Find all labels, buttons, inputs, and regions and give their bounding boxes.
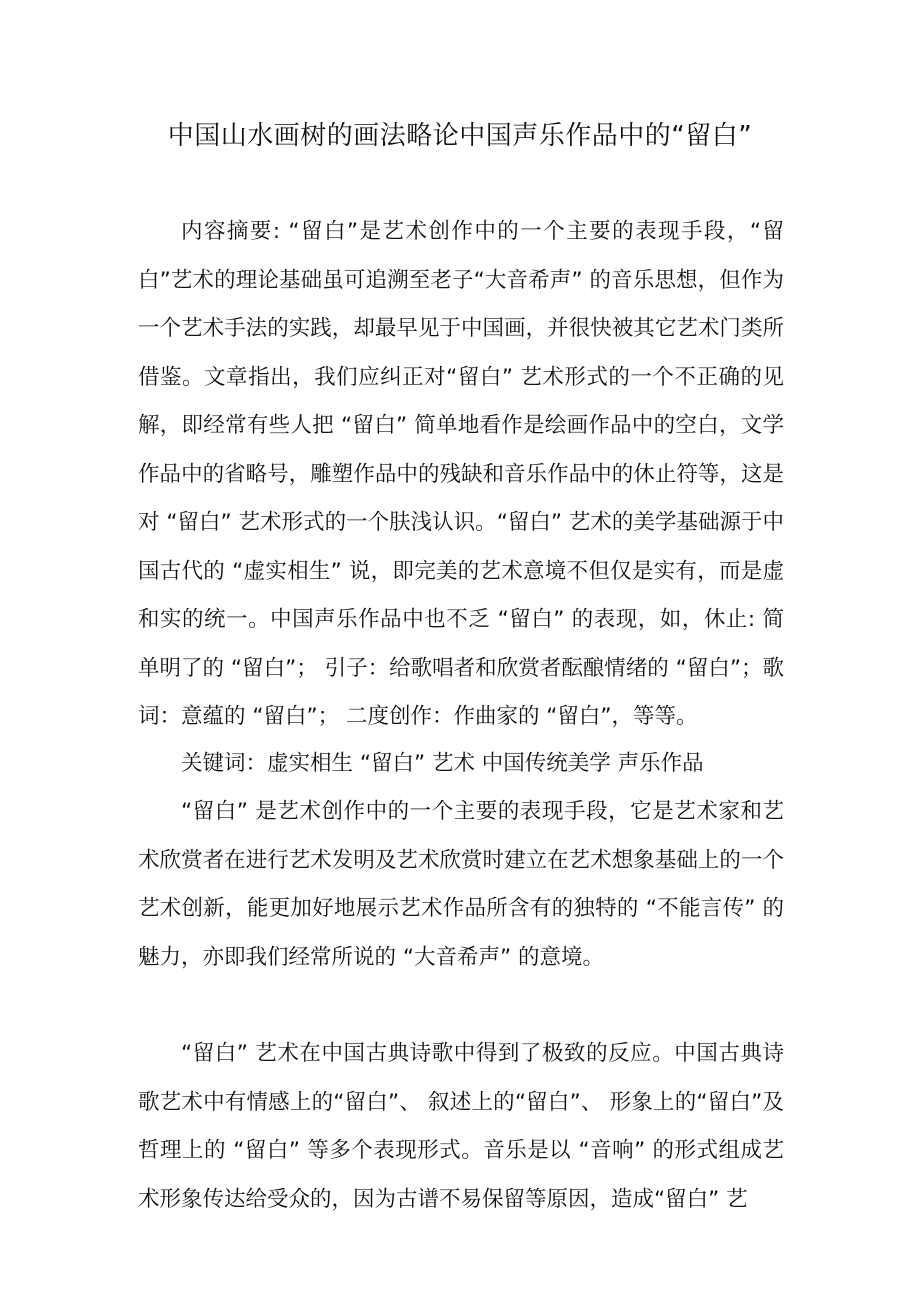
abstract-paragraph: 内容摘要: “留白”是艺术创作中的一个主要的表现手段，“留白”艺术的理论基础虽可追溯至老子“大音希声” 的音乐思想，但作为一个艺术手法的实践，却最早见于中国画，并很快被其它艺术门类所借鉴。文章指出，我们应纠正对“留白” 艺术形式的一个不正确的见解，即经常有些人把 “留白” 简单地看作是绘画作品中的空白，文学作品中的省略号，雕塑作品中的残缺和音乐作品中的休止符等，这是对 “留白” 艺术形式的一个肤浅认识。“留白” 艺术的美学基础源于中国古代的 “虚实相生” 说，即完美的艺术意境不但仅是实有，而是虚和实的统一。中国声乐作品中也不乏 “留白” 的表现，如，休止: 简单明了的 “留白”； 引子：给歌唱者和欣赏者酝酿情绪的 “留白”；歌词：意蕴的 “留白”； 二度创作：作曲家的 “留白”，等等。: [138, 219, 784, 729]
body-paragraph-2: “留白” 艺术在中国古典诗歌中得到了极致的反应。中国古典诗歌艺术中有情感上的“留白”、 叙述上的“留白”、 形象上的“留白”及哲理上的 “留白” 等多个表现形式。音乐是以 “音响” 的形式组成艺术形象传达给受众的，因为古谱不易保留等原因，造成“留白” 艺: [138, 1041, 784, 1212]
body-paragraph-1: “留白” 是艺术创作中的一个主要的表现手段，它是艺术家和艺术欣赏者在进行艺术发明及艺术欣赏时建立在艺术想象基础上的一个艺术创新，能更加好地展示艺术作品所含有的独特的 “不能言传” 的魅力，亦即我们经常所说的 “大音希声” 的意境。: [138, 799, 784, 970]
document-title: 中国山水画树的画法略论中国声乐作品中的“留白”: [167, 121, 753, 151]
keywords-paragraph: 关键词：虚实相生 “留白” 艺术 中国传统美学 声乐作品: [181, 751, 704, 776]
